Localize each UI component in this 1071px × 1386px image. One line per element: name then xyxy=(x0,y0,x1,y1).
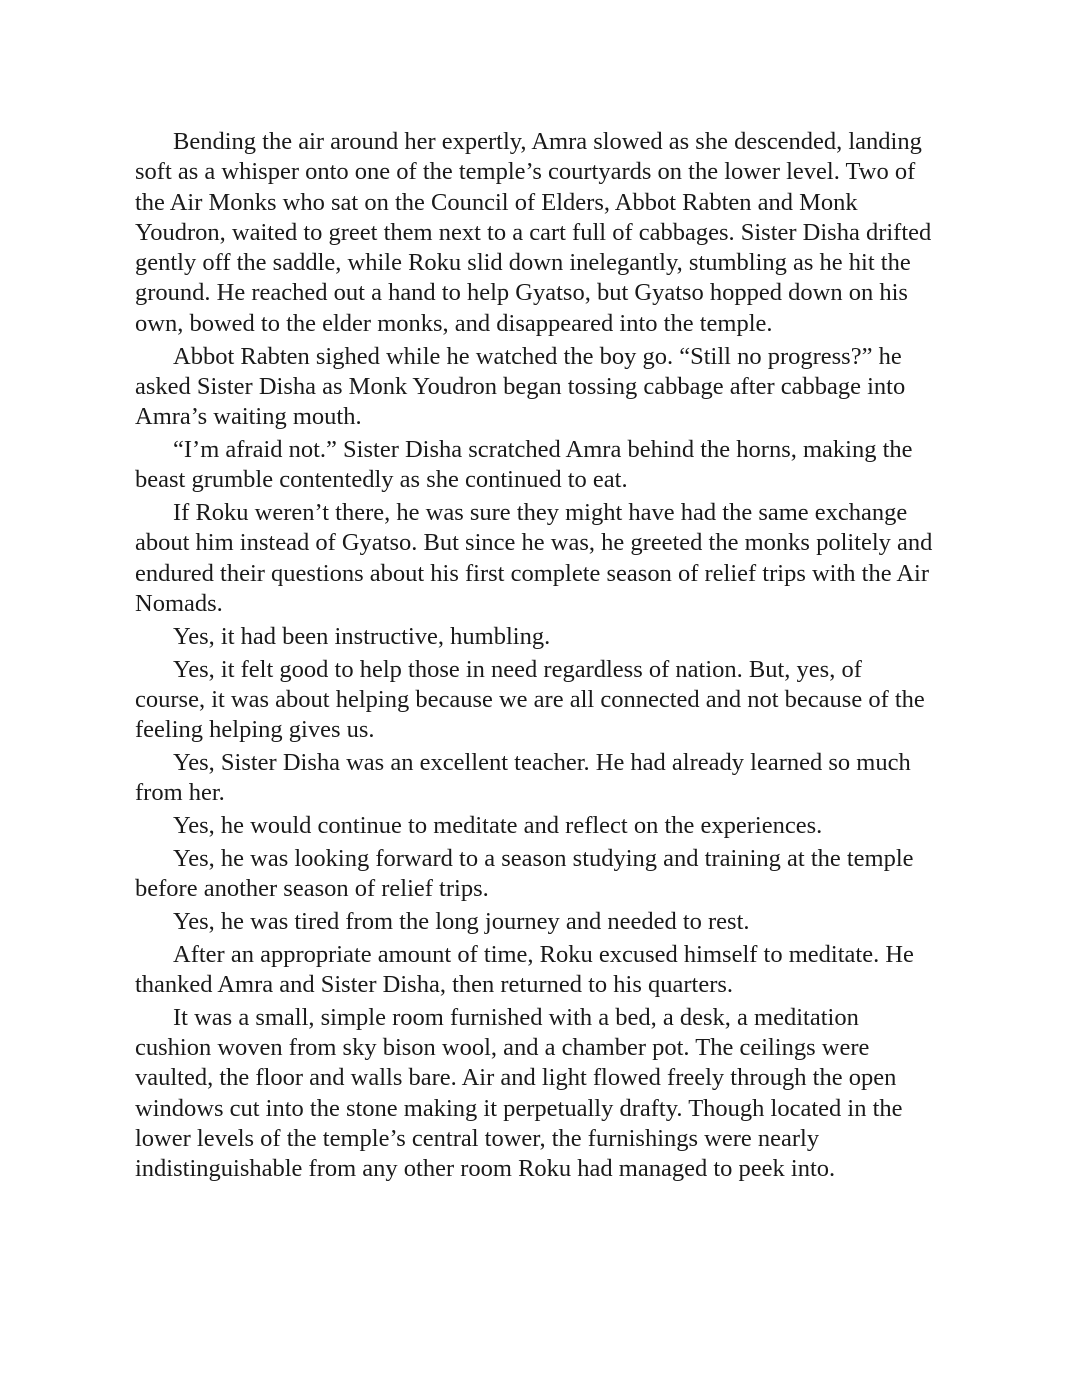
paragraph: Abbot Rabten sighed while he watched the boy go. “Still no progress?” he asked Sister Disha as Monk Youdron began tossing cabbage after cabbage into Amra’s waiting mouth. xyxy=(135,342,906,431)
book-page xyxy=(135,127,935,1187)
paragraph: Yes, it felt good to help those in need regardless of nation. But, yes, of course, it was about helping because we are all connected and not because of the feeling helping gives us. xyxy=(135,655,925,744)
paragraph: If Roku weren’t there, he was sure they might have had the same exchange about him instead of Gyatso. But since he was, he greeted the monks politely and endured their questions about his first complete season of relief trips with the Air Nomads. xyxy=(135,499,933,617)
paragraph: Yes, he would continue to meditate and reflect on the experiences. xyxy=(173,812,823,840)
paragraph: Bending the air around her expertly, Amra slowed as she descended, landing soft as a whisper onto one of the temple’s courtyards on the lower level. Two of the Air Monks who sat on the Council of Elders, Abbot Rabten and Monk Youdron, waited to greet them next to a cart full of cabbages. Sister Disha drifted gently off the saddle, while Roku slid down inelegantly, stumbling as he hit the ground. He reached out a hand to help Gyatso, but Gyatso hopped down on his own, bowed to the elder monks, and disappeared into the temple. xyxy=(135,128,932,337)
paragraph: “I’m afraid not.” Sister Disha scratched Amra behind the horns, making the beast grumble contentedly as she continued to eat. xyxy=(135,435,913,494)
paragraph: Yes, Sister Disha was an excellent teacher. He had already learned so much from her. xyxy=(135,748,911,807)
paragraph: It was a small, simple room furnished with a bed, a desk, a meditation cushion woven from sky bison wool, and a chamber pot. The ceilings were vaulted, the floor and walls bare. Air and light flowed freely through the open windows cut into the stone making it perpetually drafty. Though located in the lower levels of the temple’s central tower, the furnishings were nearly indistinguishable from any other room Roku had managed to peek into. xyxy=(135,1003,903,1183)
paragraph: Yes, he was looking forward to a season studying and training at the temple before another season of relief trips. xyxy=(135,844,914,903)
paragraph: After an appropriate amount of time, Roku excused himself to meditate. He thanked Amra and Sister Disha, then returned to his quarters. xyxy=(135,940,914,999)
paragraph: Yes, he was tired from the long journey and needed to rest. xyxy=(173,907,750,935)
paragraph: Yes, it had been instructive, humbling. xyxy=(173,622,551,650)
